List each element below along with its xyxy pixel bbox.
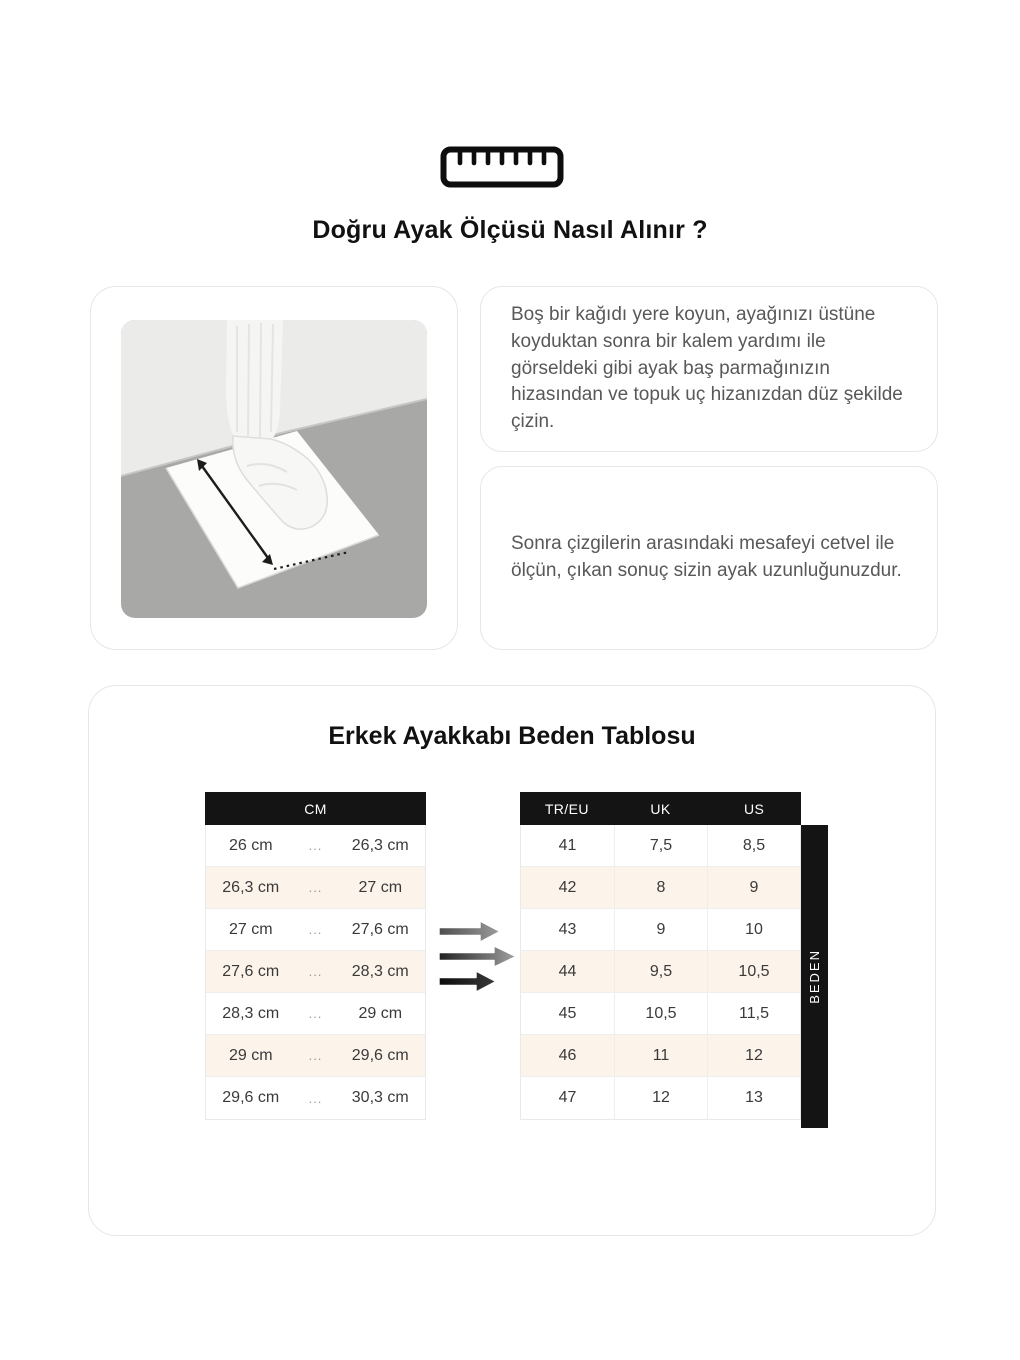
range-dots: ...	[308, 838, 323, 853]
cell-tr-eu: 46	[558, 1046, 577, 1064]
page-title: Doğru Ayak Ölçüsü Nasıl Alınır ?	[312, 216, 708, 244]
cell-us: 10,5	[707, 951, 800, 992]
cell-tr-eu: 43	[558, 920, 577, 938]
cm-from: 29,6 cm	[222, 1089, 280, 1106]
table-row	[206, 1077, 425, 1119]
table-row	[521, 1035, 800, 1077]
ruler-icon	[440, 146, 564, 188]
cell-tr-eu: 45	[558, 1004, 577, 1022]
header-us: US	[744, 800, 765, 817]
header-uk: UK	[650, 800, 671, 817]
cell-uk: 12	[614, 1077, 707, 1119]
cell-tr-eu: 44	[558, 962, 577, 980]
cm-to: 27,6 cm	[351, 920, 409, 938]
cell-uk: 9,5	[614, 951, 707, 992]
table-row	[521, 993, 800, 1035]
measure-step-2-text: Sonra çizgilerin arasındaki mesafeyi cetvel ile ölçün, çıkan sonuç sizin ayak uzunluğunuzdur.	[511, 533, 902, 581]
cm-table-body	[205, 825, 426, 1120]
cell-us: 8,5	[707, 825, 800, 866]
size-table-body	[520, 825, 801, 1120]
cell-tr-eu: 47	[558, 1089, 577, 1106]
cell-us: 11,5	[707, 993, 800, 1034]
cm-from: 27,6 cm	[222, 962, 280, 980]
table-row	[206, 993, 425, 1035]
measure-step-1-card	[480, 286, 938, 452]
table-row	[521, 825, 800, 867]
cell-uk: 9	[614, 909, 707, 950]
cm-to: 30,3 cm	[351, 1089, 409, 1106]
cm-range-table	[205, 792, 426, 1120]
range-dots: ...	[308, 922, 323, 937]
cm-from: 27 cm	[228, 920, 273, 938]
size-table-title: Erkek Ayakkabı Beden Tablosu	[328, 722, 696, 750]
cell-tr-eu: 42	[558, 878, 577, 896]
conversion-arrows-icon	[436, 915, 520, 997]
table-row	[521, 951, 800, 993]
cell-us: 10	[707, 909, 800, 950]
cm-to: 26,3 cm	[351, 836, 409, 854]
cm-from: 26,3 cm	[222, 878, 280, 896]
cell-us: 9	[707, 867, 800, 908]
cm-to: 29,6 cm	[351, 1046, 409, 1064]
cm-from: 28,3 cm	[222, 1004, 280, 1022]
cell-uk: 10,5	[614, 993, 707, 1034]
cm-from: 26 cm	[228, 836, 273, 854]
header-tr-eu: TR/EU	[544, 800, 589, 817]
cm-to: 28,3 cm	[351, 962, 409, 980]
range-dots: ...	[308, 1048, 323, 1063]
beden-label: BEDEN	[807, 949, 822, 1004]
cell-uk: 7,5	[614, 825, 707, 866]
cell-us: 12	[707, 1035, 800, 1076]
table-row	[206, 1035, 425, 1077]
table-row	[206, 909, 425, 951]
cm-table-header: CM	[205, 792, 426, 825]
foot-measurement-photo	[121, 320, 427, 618]
measurement-photo-card	[90, 286, 458, 650]
cell-uk: 8	[614, 867, 707, 908]
range-dots: ...	[308, 880, 323, 895]
table-row	[521, 909, 800, 951]
cm-to: 29 cm	[358, 1004, 403, 1022]
beden-side-bar	[801, 825, 828, 1128]
table-row	[206, 951, 425, 993]
table-row	[521, 867, 800, 909]
size-table-header-row	[520, 792, 801, 825]
range-dots: ...	[308, 1090, 323, 1106]
cell-uk: 11	[614, 1035, 707, 1076]
measure-step-1-text: Boş bir kağıdı yere koyun, ayağınızı üstüne koyduktan sonra bir kalem yardımı ile görseldeki gibi ayak baş parmağınızın hizasından ve topuk uç hizanızdan düz şekilde çizin.	[511, 303, 903, 433]
range-dots: ...	[308, 964, 323, 979]
cm-to: 27 cm	[358, 878, 403, 896]
table-row	[206, 825, 425, 867]
shoe-size-table	[520, 792, 801, 1120]
measure-step-2-card	[480, 466, 938, 650]
cell-us: 13	[707, 1077, 800, 1119]
range-dots: ...	[308, 1006, 323, 1021]
cell-tr-eu: 41	[558, 836, 577, 854]
cm-from: 29 cm	[228, 1046, 273, 1064]
table-row	[206, 867, 425, 909]
table-row	[521, 1077, 800, 1119]
